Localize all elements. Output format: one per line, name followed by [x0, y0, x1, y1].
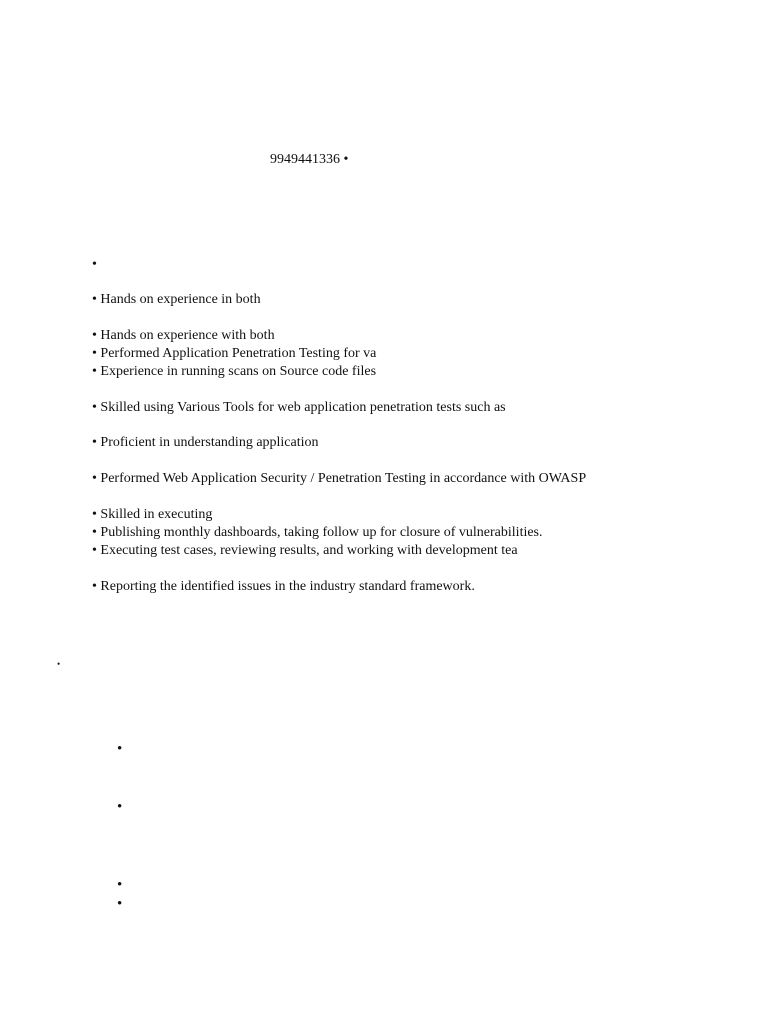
empty-bullet: • [92, 257, 97, 272]
list-bullet: • [117, 896, 123, 912]
section-marker: • [57, 659, 61, 669]
list-bullet: • [117, 799, 123, 815]
experience-line: • Experience in running scans on Source code files [92, 364, 377, 379]
list-bullet: • [117, 741, 123, 757]
experience-line: • Hands on experience with both [92, 328, 275, 343]
experience-line: • Publishing monthly dashboards, taking follow up for closure of vulnerabilities. [92, 525, 543, 540]
experience-line: • Skilled using Various Tools for web application penetration tests such as [92, 400, 506, 415]
list-bullet: • [117, 877, 123, 893]
experience-line: • Executing test cases, reviewing results, and working with development tea [92, 543, 518, 558]
experience-line: • Hands on experience in both [92, 292, 261, 307]
experience-line: • Proficient in understanding application [92, 435, 319, 450]
experience-line: • Skilled in executing [92, 507, 213, 522]
experience-line: • Performed Web Application Security / Penetration Testing in accordance with OWASP [92, 471, 587, 486]
experience-line: • Reporting the identified issues in the industry standard framework. [92, 579, 475, 594]
experience-line: • Performed Application Penetration Testing for va [92, 346, 377, 361]
phone-number: 9949441336 • [270, 152, 349, 167]
